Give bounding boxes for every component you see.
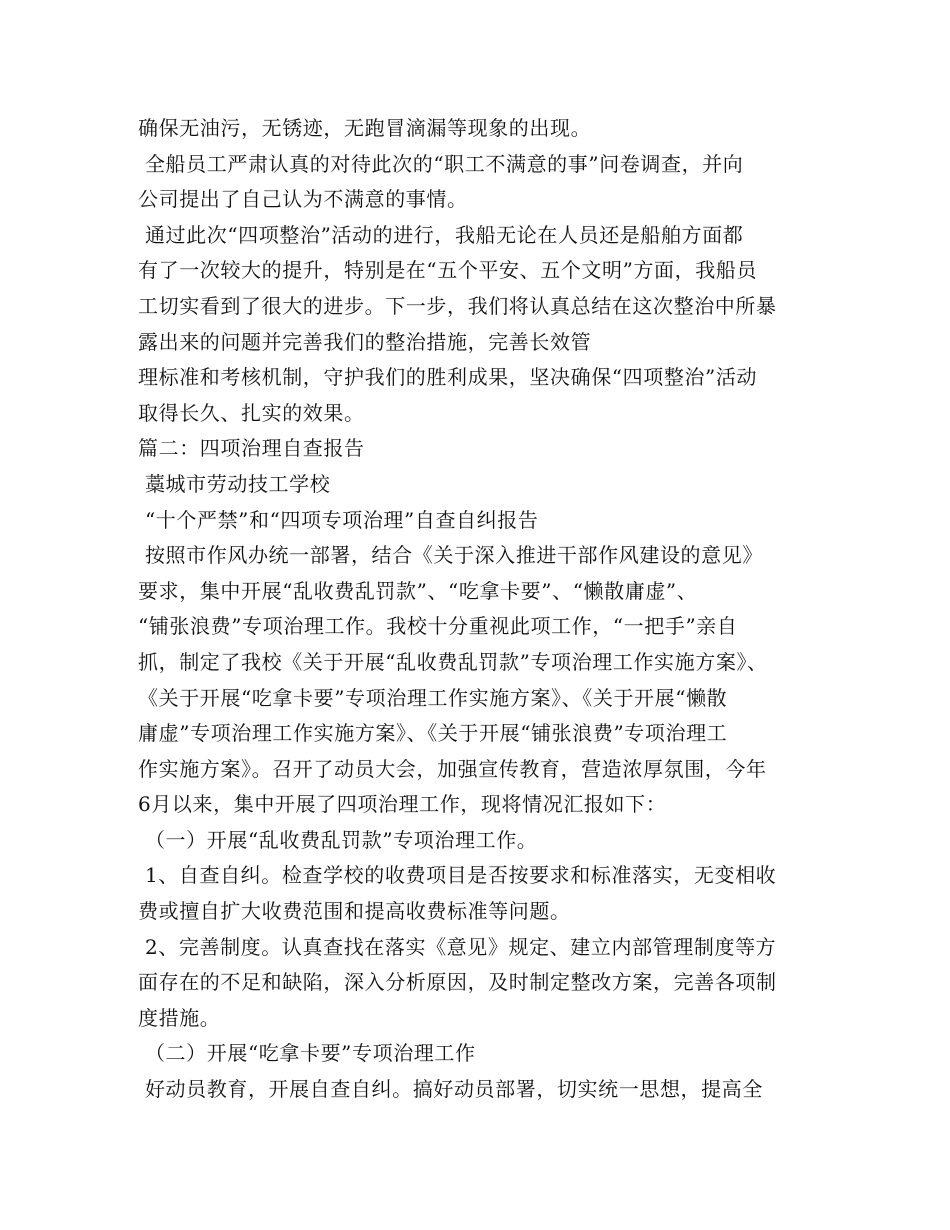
text-line: 面存在的不足和缺陷，深入分析原因，及时制定整改方案，完善各项制 <box>138 970 777 995</box>
text-line: 露出来的问题并完善我们的整治措施，完善长效管 <box>138 329 592 354</box>
text-line: 按照市作风办统一部署，结合《关于深入推进干部作风建设的意见》 <box>138 543 763 568</box>
text-line: “铺张浪费”专项治理工作。我校十分重视此项工作，“一把手”亲自 <box>138 614 738 639</box>
text-line: 理标准和考核机制，守护我们的胜利成果，坚决确保“四项整治”活动 <box>138 365 758 390</box>
text-line: 通过此次“四项整治”活动的进行，我船无论在人员还是船舶方面都 <box>138 222 744 247</box>
text-line: 《关于开展“吃拿卡要”专项治理工作实施方案》、《关于开展“懒散 <box>138 685 728 710</box>
section-heading: 篇二：四项治理自查报告 <box>138 436 365 461</box>
subsection-heading: （二）开展“吃拿卡要”专项治理工作 <box>138 1041 476 1066</box>
text-line: 庸虚”专项治理工作实施方案》、《关于开展“铺张浪费”专项治理工 <box>138 721 728 746</box>
text-line: 6月以来，集中开展了四项治理工作，现将情况汇报如下： <box>138 792 667 817</box>
text-line: 工切实看到了很大的进步。下一步，我们将认真总结在这次整治中所暴 <box>138 293 777 318</box>
text-line: 度措施。 <box>138 1005 221 1030</box>
text-line: 确保无油污，无锈迹，无跑冒滴漏等现象的出现。 <box>138 116 592 140</box>
text-line: 公司提出了自己认为不满意的事情。 <box>138 187 468 212</box>
text-line: 取得长久、扎实的效果。 <box>138 400 365 425</box>
text-line: 好动员教育，开展自查自纠。搞好动员部署，切实统一思想，提高全 <box>138 1077 763 1102</box>
text-line: 全船员工严肃认真的对待此次的“职工不满意的事”问卷调查，并向 <box>138 151 744 176</box>
text-line: 抓，制定了我校《关于开展“乱收费乱罚款”专项治理工作实施方案》、 <box>138 649 768 674</box>
school-name: 藁城市劳动技工学校 <box>138 471 331 496</box>
text-line: 费或擅自扩大收费范围和提高收费标准等问题。 <box>138 899 571 924</box>
subsection-heading: （一）开展“乱收费乱罚款”专项治理工作。 <box>138 827 538 852</box>
text-line: 作实施方案》。召开了动员大会，加强宣传教育，营造浓厚氛围，今年 <box>138 756 767 781</box>
text-line: 1、自查自纠。检查学校的收费项目是否按要求和标准落实，无变相收 <box>138 863 777 888</box>
text-line: 2、完善制度。认真查找在落实《意见》规定、建立内部管理制度等方 <box>138 934 777 959</box>
text-line: 要求，集中开展“乱收费乱罚款”、“吃拿卡要”、“懒散庸虚”、 <box>138 578 698 603</box>
text-line: 有了一次较大的提升，特别是在“五个平安、五个文明”方面，我船员 <box>138 258 758 283</box>
document-body <box>138 111 838 1108</box>
report-title: “十个严禁”和“四项专项治理”自查自纠报告 <box>138 507 539 532</box>
